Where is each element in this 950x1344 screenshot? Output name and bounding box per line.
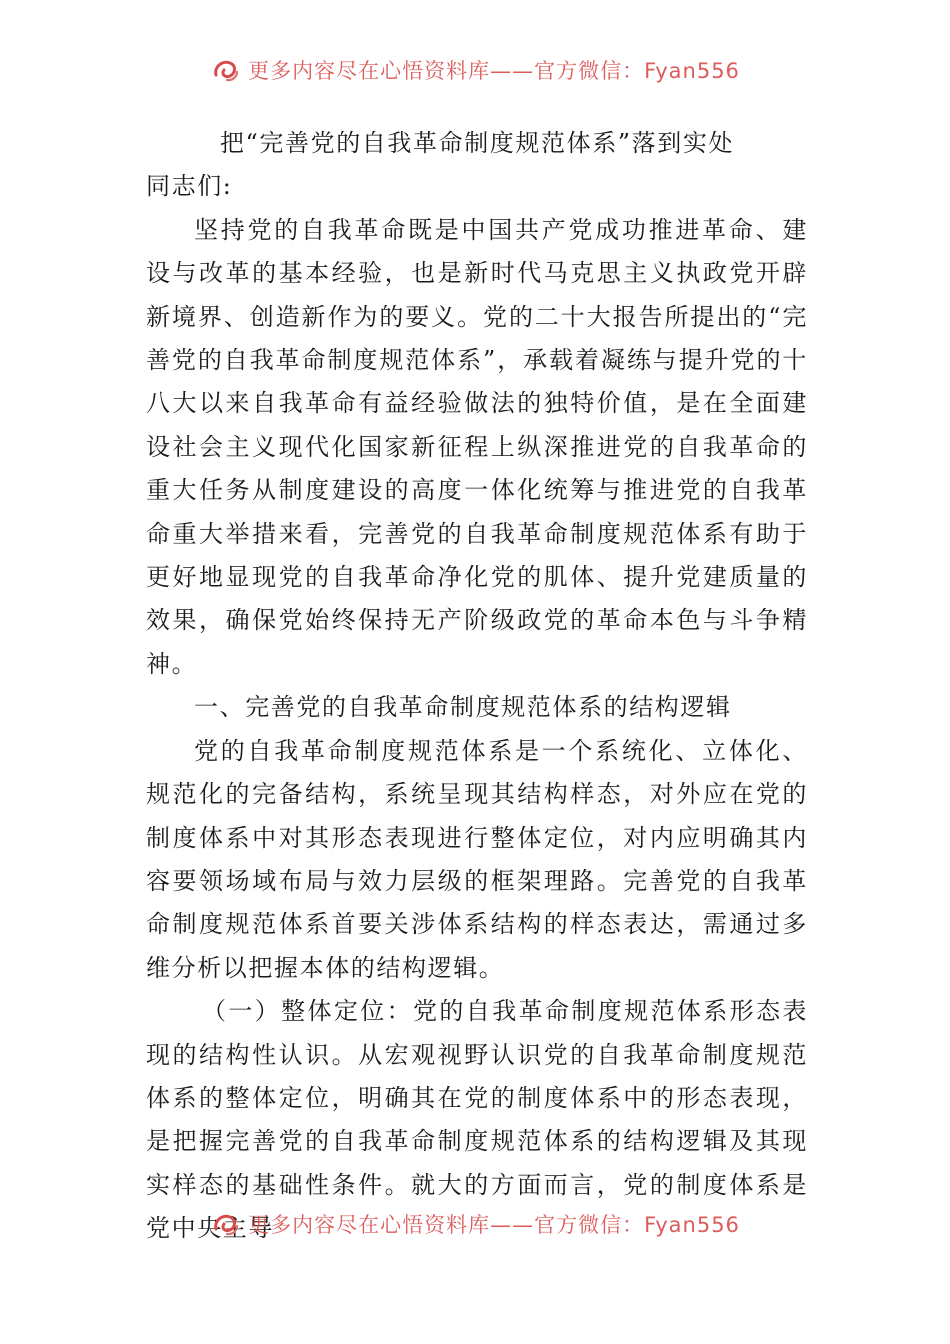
section-heading: 一、完善党的自我革命制度规范体系的结构逻辑 xyxy=(194,693,732,722)
salutation: 同志们: xyxy=(146,172,233,201)
header-watermark xyxy=(0,52,950,88)
paragraph: 党的自我革命制度规范体系是一个系统化、立体化、规范化的完备结构，系统呈现其结构样态，对外应在党的制度体系中对其形态表现进行整体定位，对内应明确其内容要领场域布局与效力层级的框架理路。完善党的自我革命制度规范体系首要关涉体系结构的样态表达，需通过多维分析以把握本体的结构逻辑。 xyxy=(146,736,808,982)
swirl-logo-icon xyxy=(210,1209,240,1239)
document-body xyxy=(146,122,808,1251)
watermark-text: 更多内容尽在心悟资料库——官方微信：Fyan556 xyxy=(248,1213,740,1237)
document-title: 把“完善党的自我革命制度规范体系”落到实处 xyxy=(219,129,735,157)
watermark-text: 更多内容尽在心悟资料库——官方微信：Fyan556 xyxy=(248,59,740,83)
paragraph: 坚持党的自我革命既是中国共产党成功推进革命、建设与改革的基本经验，也是新时代马克思主义执政党开辟新境界、创造新作为的要义。党的二十大报告所提出的“完善党的自我革命制度规范体系”，承载着凝练与提升党的十八大以来自我革命有益经验做法的独特价值，是在全面建设社会主义现代化国家新征程上纵深推进党的自我革命的重大任务从制度建设的高度一体化统筹与推进党的自我革命重大举措来看，完善党的自我革命制度规范体系有助于更好地显现党的自我革命净化党的肌体、提升党建质量的效果，确保党始终保持无产阶级政党的革命本色与斗争精神。 xyxy=(146,215,808,678)
subsection-paragraph: （一）整体定位：党的自我革命制度规范体系形态表现的结构性认识。从宏观视野认识党的自我革命制度规范体系的整体定位，明确其在党的制度体系中的形态表现，是把握完善党的自我革命制度规范体系的结构逻辑及其现实样态的基础性条件。就大的方面而言，党的制度体系是党中央主导 xyxy=(146,997,808,1243)
swirl-logo-icon xyxy=(210,55,240,85)
footer-watermark xyxy=(0,1206,950,1242)
